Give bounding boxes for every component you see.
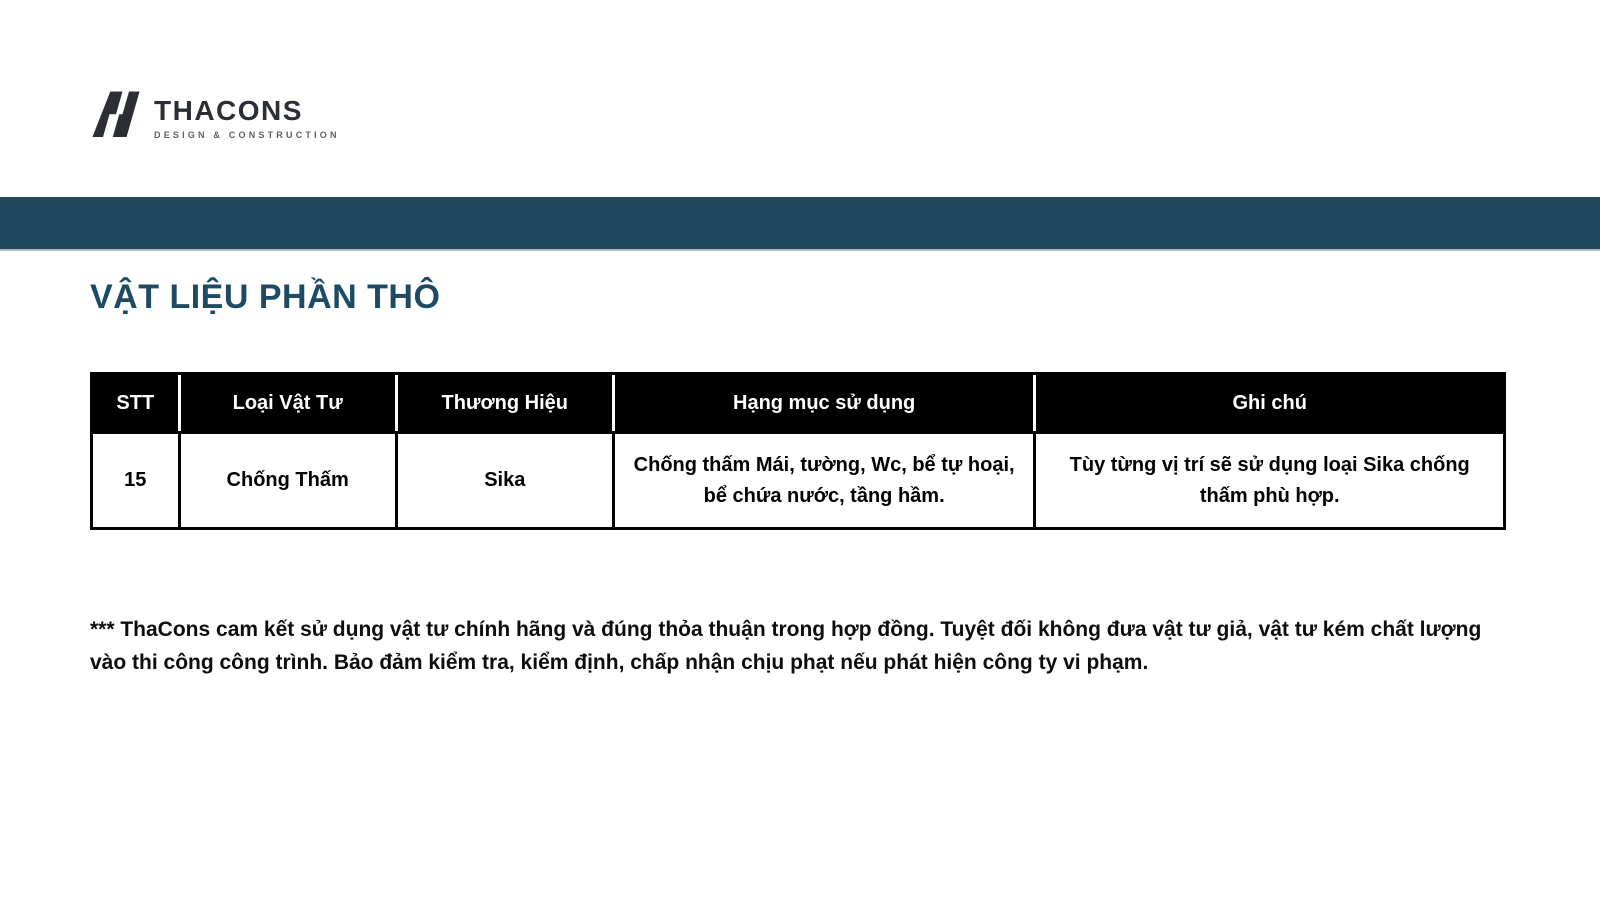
table-header-row [93,375,1503,431]
thacons-logo-icon [90,86,142,144]
cell-stt: 15 [93,431,178,527]
logo-name: THACONS [154,94,303,126]
header-cell-type: Loại Vật Tư [178,375,395,431]
cell-brand: Sika [395,431,612,527]
logo-text [154,91,340,140]
header-cell-stt: STT [93,375,178,431]
header-cell-note: Ghi chú [1033,375,1503,431]
cell-note: Tùy từng vị trí sẽ sử dụng loại Sika chống thấm phù hợp. [1033,431,1503,527]
materials-table [90,372,1506,530]
commitment-footnote: *** ThaCons cam kết sử dụng vật tư chính hãng và đúng thỏa thuận trong hợp đồng. Tuyệt đối không đưa vật tư giả, vật tư kém chất lượng vào thi công công trình. Bảo đảm kiểm tra, kiểm định, chấp nhận chịu phạt nếu phát hiện công ty vi phạm. [90,618,1482,675]
page-title: VẬT LIỆU PHẦN THÔ [90,278,441,316]
header-cell-brand: Thương Hiệu [395,375,612,431]
table-row [93,431,1503,527]
logo-tagline: DESIGN & CONSTRUCTION [154,129,340,140]
cell-usage: Chống thấm Mái, tường, Wc, bể tự hoại, bể chứa nước, tầng hầm. [612,431,1034,527]
logo [90,86,340,144]
cell-type: Chống Thấm [178,431,395,527]
header-band [0,197,1600,251]
header-cell-usage: Hạng mục sử dụng [612,375,1034,431]
